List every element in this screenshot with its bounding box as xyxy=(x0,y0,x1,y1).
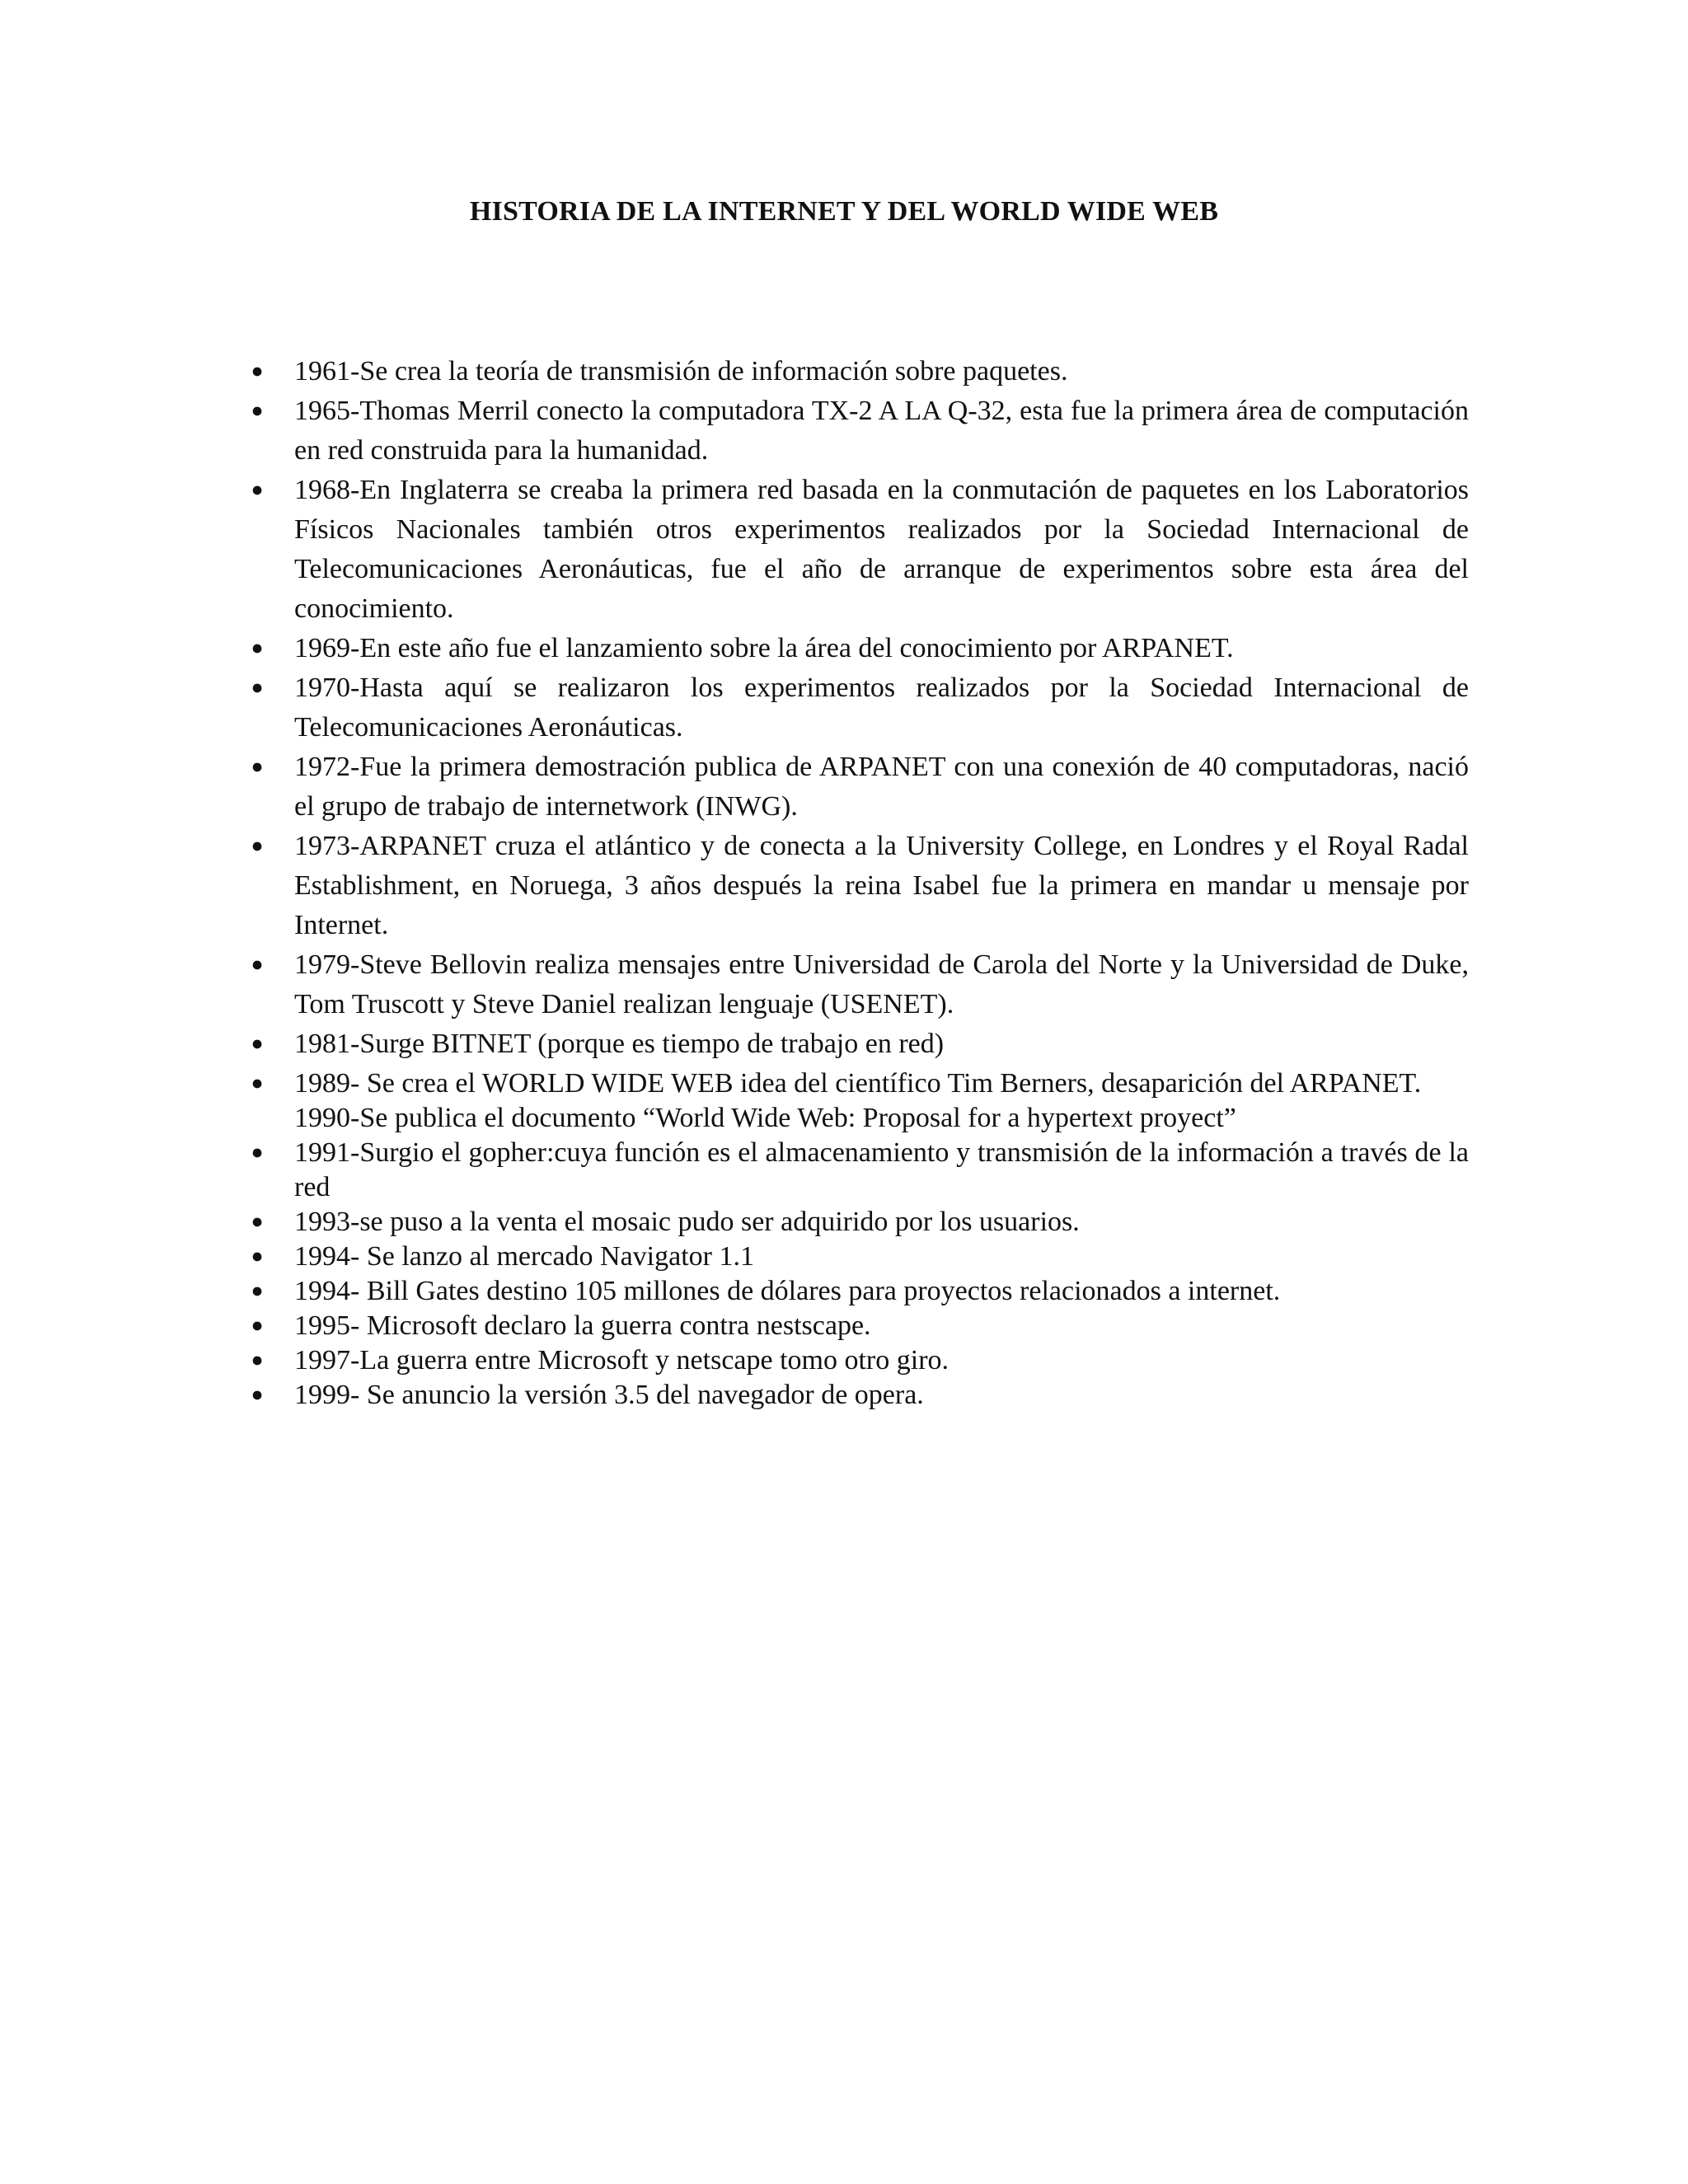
list-item-text: 1973-ARPANET cruza el atlántico y de conecta a la University College, en Londres y el Royal Radal Establishment, en Noruega, 3 años después la reina Isabel fue la primera en mandar u mensaje por Internet. xyxy=(294,831,1469,940)
bullet-icon: ● xyxy=(251,1072,264,1094)
list-item xyxy=(247,629,1469,668)
list-item xyxy=(247,1024,1469,1064)
bullet-icon: ● xyxy=(251,1141,264,1164)
list-item xyxy=(247,748,1469,827)
bullet-icon: ● xyxy=(251,360,264,382)
bullet-icon: ● xyxy=(251,637,264,659)
bullet-icon: ● xyxy=(251,677,264,699)
document-title: HISTORIA DE LA INTERNET Y DEL WORLD WIDE WEB xyxy=(469,196,1219,227)
list-item-text: 1972-Fue la primera demostración publica de ARPANET con una conexión de 40 computadoras, nació el grupo de trabajo de internetwork (INWG). xyxy=(294,752,1469,822)
bullet-icon: ● xyxy=(251,1280,264,1302)
list-item-text: 1991-Surgio el gopher:cuya función es el almacenamiento y transmisión de la información a través de la red xyxy=(294,1137,1469,1202)
bullet-icon: ● xyxy=(251,756,264,778)
list-item xyxy=(247,352,1469,391)
list-item-text: 1999- Se anuncio la versión 3.5 del navegador de opera. xyxy=(294,1380,924,1410)
list-item-subtext: 1990-Se publica el documento “World Wide Web: Proposal for a hypertext proyect” xyxy=(294,1103,1236,1133)
list-item xyxy=(247,1274,1469,1309)
list-item xyxy=(247,1240,1469,1274)
list-item xyxy=(247,1378,1469,1413)
list-item xyxy=(247,391,1469,471)
list-item-text: 1968-En Inglaterra se creaba la primera red basada en la conmutación de paquetes en los Laboratorios Físicos Nacionales también otros experimentos realizados por la Sociedad Internacional de Telecomunicaciones Aeronáuticas, fue el año de arranque de experimentos sobre esta área del conocimiento. xyxy=(294,475,1469,624)
list-item-text: 1981-Surge BITNET (porque es tiempo de trabajo en red) xyxy=(294,1029,945,1059)
bullet-icon: ● xyxy=(251,400,264,422)
list-item-text: 1970-Hasta aquí se realizaron los experimentos realizados por la Sociedad Internacional de Telecomunicaciones Aeronáuticas. xyxy=(294,673,1469,743)
list-item-text: 1993-se puso a la venta el mosaic pudo ser adquirido por los usuarios. xyxy=(294,1207,1080,1237)
list-item-text: 1969-En este año fue el lanzamiento sobre la área del conocimiento por ARPANET. xyxy=(294,633,1234,663)
bullet-icon: ● xyxy=(251,1245,264,1268)
list-item xyxy=(247,471,1469,629)
bullet-icon: ● xyxy=(251,1349,264,1371)
list-item xyxy=(247,945,1469,1024)
list-item xyxy=(247,827,1469,945)
bullet-icon: ● xyxy=(251,1315,264,1337)
bullet-icon: ● xyxy=(251,1033,264,1055)
list-item xyxy=(247,1343,1469,1378)
list-item-text: 1994- Se lanzo al mercado Navigator 1.1 xyxy=(294,1241,754,1272)
list-item xyxy=(247,1205,1469,1240)
list-item xyxy=(247,1136,1469,1205)
list-item xyxy=(247,1066,1469,1136)
list-item-text: 1989- Se crea el WORLD WIDE WEB idea del científico Tim Berners, desaparición del ARPANET. xyxy=(294,1068,1422,1099)
list-item-text: 1961-Se crea la teoría de transmisión de información sobre paquetes. xyxy=(294,356,1068,387)
list-item xyxy=(247,668,1469,748)
list-item-text: 1994- Bill Gates destino 105 millones de dólares para proyectos relacionados a internet. xyxy=(294,1276,1281,1306)
list-item-text: 1997-La guerra entre Microsoft y netscape tomo otro giro. xyxy=(294,1345,950,1376)
timeline-list xyxy=(247,352,1469,1413)
bullet-icon: ● xyxy=(251,954,264,976)
list-item-text: 1979-Steve Bellovin realiza mensajes entre Universidad de Carola del Norte y la Universidad de Duke, Tom Truscott y Steve Daniel realizan lenguaje (USENET). xyxy=(294,949,1469,1019)
bullet-icon: ● xyxy=(251,1384,264,1406)
list-item-text: 1965-Thomas Merril conecto la computadora TX-2 A LA Q-32, esta fue la primera área de computación en red construida para la humanidad. xyxy=(294,396,1469,466)
bullet-icon: ● xyxy=(251,479,264,501)
bullet-icon: ● xyxy=(251,835,264,857)
list-item xyxy=(247,1309,1469,1343)
list-item-text: 1995- Microsoft declaro la guerra contra nestscape. xyxy=(294,1310,871,1341)
bullet-icon: ● xyxy=(251,1211,264,1233)
